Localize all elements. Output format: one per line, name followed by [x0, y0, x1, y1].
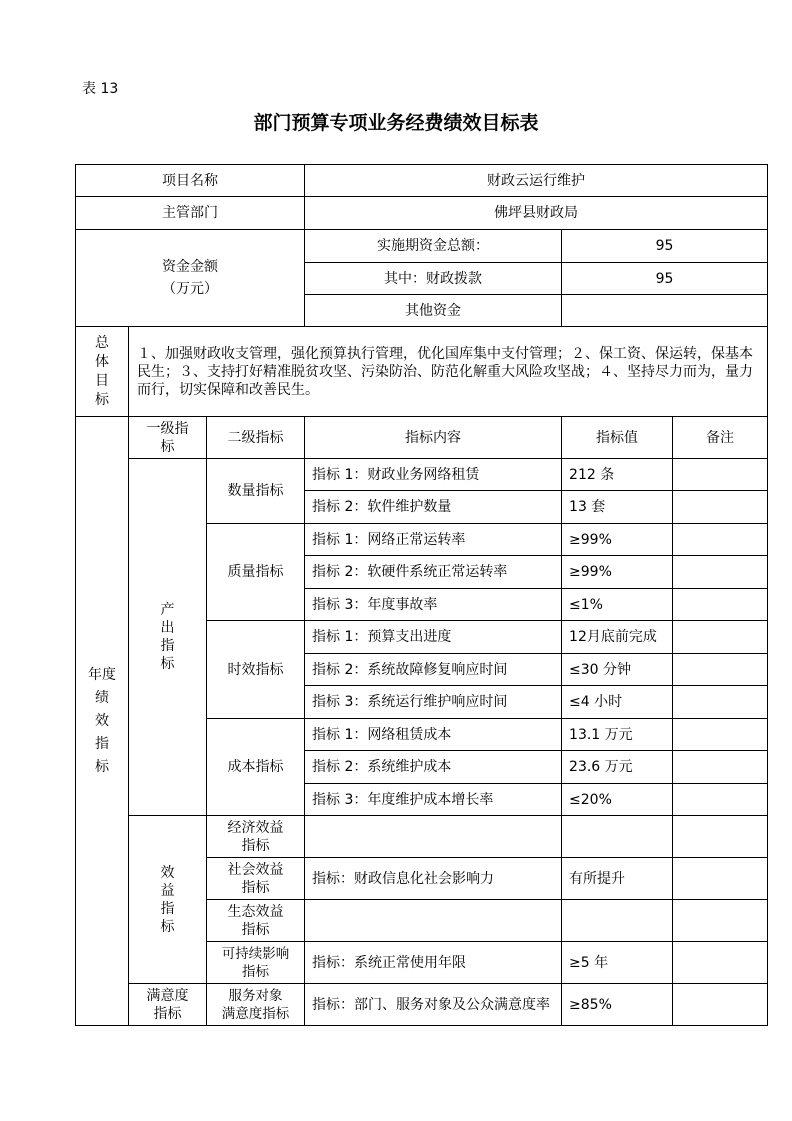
indicator-value: 13.1 万元: [562, 719, 673, 751]
satisfaction-indicator-label: 满意度 指标: [129, 984, 207, 1026]
indicator-note: [673, 751, 768, 784]
annual-indicator-label: 年度 绩 效 指 标: [76, 417, 129, 1026]
table-row: [76, 816, 768, 858]
indicator-content: 指标 3：年度维护成本增长率: [305, 784, 562, 816]
output-indicator-label: 产 出 指 标: [129, 459, 207, 816]
overall-goal-label: 总 体 目 标: [76, 327, 129, 417]
indicator-content: 指标 1：预算支出进度: [305, 621, 562, 654]
overall-goal-text: １、加强财政收支管理，强化预算执行管理，优化国库集中支付管理；２、保工资、保运转，保基本民生；３、支持打好精准脱贫攻坚、污染防治、防范化解重大风险攻坚战；４、坚持尽力而为，量力而行，切实保障和改善民生。: [129, 327, 768, 417]
fiscal-funds-label: 其中：财政拨款: [305, 263, 562, 295]
indicator-content: 指标 2：系统故障修复响应时间: [305, 654, 562, 686]
level2-label: 生态效益 指标: [207, 900, 305, 942]
indicator-content: 指标 1：财政业务网络租赁: [305, 459, 562, 491]
indicator-note: [673, 816, 768, 858]
indicator-content: 指标 3：年度事故率: [305, 589, 562, 621]
level1-header: 一级指 标: [129, 417, 207, 459]
level2-label: 成本指标: [207, 719, 305, 816]
benefit-indicator-label: 效 益 指 标: [129, 816, 207, 984]
table-row: [76, 459, 768, 491]
total-funds-label: 实施期资金总额：: [305, 230, 562, 263]
funds-label: 资金金额 （万元）: [76, 230, 305, 327]
indicator-content: 指标 2：软硬件系统正常运转率: [305, 556, 562, 589]
indicator-note: [673, 654, 768, 686]
indicator-value: 有所提升: [562, 858, 673, 900]
indicator-note: [673, 900, 768, 942]
indicator-content: 指标：部门、服务对象及公众满意度率: [305, 984, 562, 1026]
indicator-value: 12月底前完成: [562, 621, 673, 654]
project-name-value: 财政云运行维护: [305, 165, 768, 197]
indicator-note: [673, 784, 768, 816]
page-title: 部门预算专项业务经费绩效目标表: [253, 112, 539, 134]
level2-label: 经济效益 指标: [207, 816, 305, 858]
indicator-note: [673, 942, 768, 984]
level2-label: 服务对象 满意度指标: [207, 984, 305, 1026]
level2-label: 时效指标: [207, 621, 305, 719]
level2-label: 社会效益 指标: [207, 858, 305, 900]
indicator-note: [673, 491, 768, 524]
table-row: [76, 984, 768, 1026]
other-funds-label: 其他资金: [305, 295, 562, 327]
indicator-content: 指标：财政信息化社会影响力: [305, 858, 562, 900]
indicator-note: [673, 459, 768, 491]
dept-label: 主管部门: [76, 197, 305, 230]
indicator-value: 212 条: [562, 459, 673, 491]
indicator-value: ≥85%: [562, 984, 673, 1026]
indicator-note: [673, 556, 768, 589]
indicator-content: [305, 816, 562, 858]
indicator-value: ≥5 年: [562, 942, 673, 984]
dept-value: 佛坪县财政局: [305, 197, 768, 230]
indicator-content: 指标 2：系统维护成本: [305, 751, 562, 784]
indicator-value: ≤4 小时: [562, 686, 673, 719]
indicator-note: [673, 686, 768, 719]
indicator-note: [673, 524, 768, 556]
indicator-content: 指标 1：网络租赁成本: [305, 719, 562, 751]
indicator-value: ≥99%: [562, 556, 673, 589]
fiscal-funds-value: 95: [562, 263, 768, 295]
level2-label: 质量指标: [207, 524, 305, 621]
indicator-note: [673, 589, 768, 621]
table-number-label: 表 13: [82, 81, 119, 97]
indicator-content: 指标：系统正常使用年限: [305, 942, 562, 984]
level2-label: 可持续影响 指标: [207, 942, 305, 984]
indicator-content: 指标 2：软件维护数量: [305, 491, 562, 524]
indicator-value: ≤30 分钟: [562, 654, 673, 686]
indicator-note: [673, 984, 768, 1026]
indicator-value: ≤20%: [562, 784, 673, 816]
other-funds-value: [562, 295, 768, 327]
indicator-value: [562, 816, 673, 858]
indicator-note: [673, 621, 768, 654]
value-header: 指标值: [562, 417, 673, 459]
indicator-content: 指标 1：网络正常运转率: [305, 524, 562, 556]
indicator-value: 23.6 万元: [562, 751, 673, 784]
indicator-value: ≤1%: [562, 589, 673, 621]
total-funds-value: 95: [562, 230, 768, 263]
content-header: 指标内容: [305, 417, 562, 459]
indicator-value: ≥99%: [562, 524, 673, 556]
indicator-content: [305, 900, 562, 942]
note-header: 备注: [673, 417, 768, 459]
performance-table: [75, 164, 768, 1026]
level2-label: 数量指标: [207, 459, 305, 524]
indicator-value: 13 套: [562, 491, 673, 524]
project-name-label: 项目名称: [76, 165, 305, 197]
indicator-note: [673, 719, 768, 751]
indicator-content: 指标 3：系统运行维护响应时间: [305, 686, 562, 719]
indicator-value: [562, 900, 673, 942]
indicator-note: [673, 858, 768, 900]
level2-header: 二级指标: [207, 417, 305, 459]
